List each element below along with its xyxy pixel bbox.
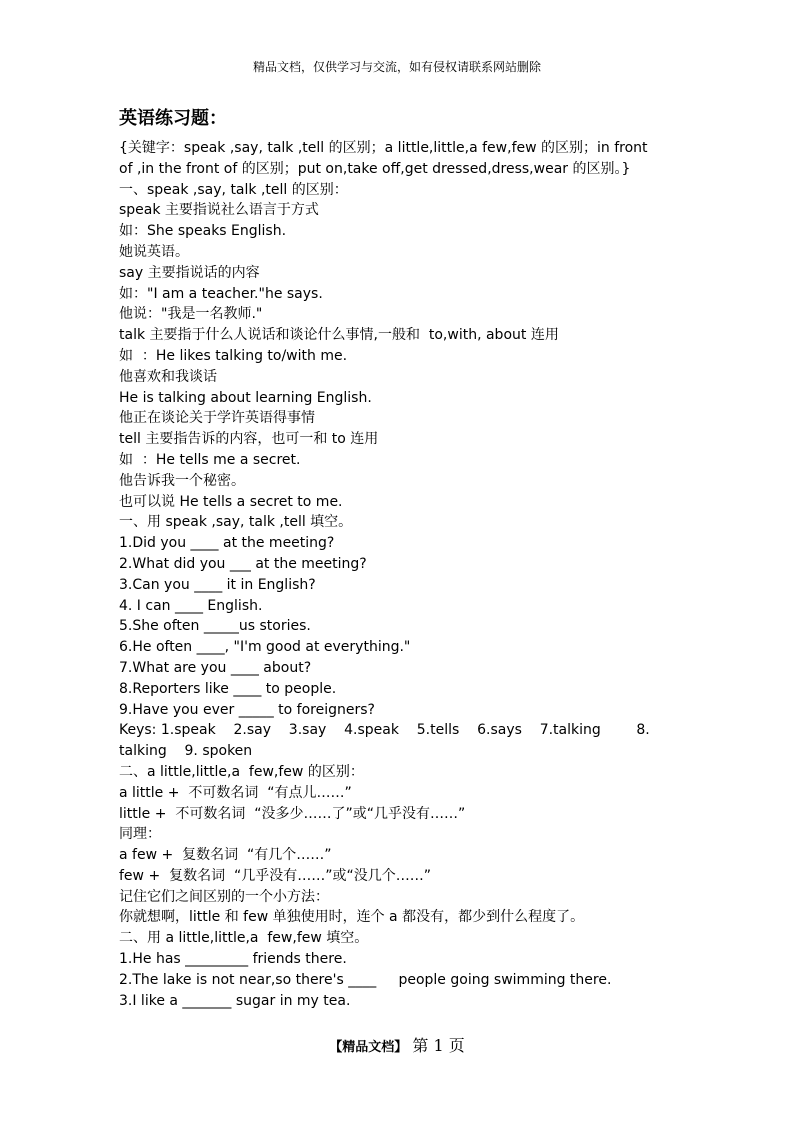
answer-keys: talking 9. spoken	[119, 743, 253, 760]
text-line: 也可以说 He tells a secret to me.	[119, 493, 343, 510]
exercise-item: 8.Reporters like ____ to people.	[119, 680, 337, 697]
text-line: 他告诉我一个秘密。	[119, 472, 245, 489]
text-line: 同理：	[119, 826, 161, 843]
text-line: talk 主要指于什么人说话和谈论什么事情,一般和 to,with, about 连用	[119, 327, 559, 344]
exercise-item: 4. I can ____ English.	[119, 597, 263, 614]
document-body	[119, 138, 649, 1011]
text-line: 如："I am a teacher."he says.	[119, 285, 323, 302]
exercise-item: 1.He has _________ friends there.	[119, 951, 347, 968]
exercise-item: 6.He often ____, "I'm good at everything."	[119, 639, 411, 656]
section-heading: 二、用 a little,little,a few,few 填空。	[119, 930, 369, 947]
page-header: 精品文档，仅供学习与交流，如有侵权请联系网站删除	[252, 60, 541, 74]
footer-tag: 【精品文档】	[329, 1040, 408, 1055]
text-line: few + 复数名词 “几乎没有……”或“没几个……”	[119, 867, 431, 884]
exercise-item: 3.I like a _______ sugar in my tea.	[119, 992, 351, 1009]
text-line: 他正在谈论关于学许英语得事情	[119, 410, 315, 427]
text-line: 他喜欢和我谈话	[119, 368, 217, 385]
exercise-item: 3.Can you ____ it in English?	[119, 576, 316, 593]
page-number: 第 1 页	[412, 1036, 465, 1055]
text-line: 如 ：He likes talking to/with me.	[119, 347, 348, 364]
text-line: 如 ：He tells me a secret.	[119, 451, 301, 468]
text-line: a few + 复数名词 “有几个……”	[119, 847, 332, 864]
text-line: 记住它们之间区别的一个小方法：	[119, 888, 329, 905]
text-line: tell 主要指告诉的内容，也可一和 to 连用	[119, 431, 379, 448]
text-line: a little + 不可数名词 “有点儿……”	[119, 784, 352, 801]
answer-keys: Keys: 1.speak 2.say 3.say 4.speak 5.tells 6.says 7.talking 8.	[119, 722, 650, 739]
text-line: He is talking about learning English.	[119, 389, 372, 406]
text-line: 你就想啊，little 和 few 单独使用时，连个 a 都没有，都少到什么程度了。	[119, 909, 585, 926]
text-line: little + 不可数名词 “没多少……了”或“几乎没有……”	[119, 805, 466, 822]
text-line: 一、speak ,say, talk ,tell 的区别：	[119, 181, 348, 198]
page-footer	[0, 1033, 794, 1056]
exercise-item: 2.The lake is not near,so there's ____ people going swimming there.	[119, 971, 612, 988]
exercise-item: 5.She often _____us stories.	[119, 618, 311, 635]
text-line: say 主要指说话的内容	[119, 264, 260, 281]
text-line: speak 主要指说社么语言于方式	[119, 202, 319, 219]
exercise-item: 2.What did you ___ at the meeting?	[119, 555, 367, 572]
keywords-intro: {关键字：speak ,say, talk ,tell 的区别；a little,little,a few,few 的区别；in front of ,in the front of 的区别；put on,take off,get dressed,dress,wear 的区别。}	[119, 140, 648, 177]
text-line: 如：She speaks English.	[119, 223, 287, 240]
section-heading: 二、a little,little,a few,few 的区别：	[119, 763, 364, 780]
page-title: 英语练习题：	[119, 108, 227, 129]
section-heading: 一、用 speak ,say, talk ,tell 填空。	[119, 514, 353, 531]
text-line: 他说："我是一名教师."	[119, 306, 263, 323]
exercise-item: 7.What are you ____ about?	[119, 659, 312, 676]
exercise-item: 9.Have you ever _____ to foreigners?	[119, 701, 375, 718]
text-line: 她说英语。	[119, 243, 189, 260]
exercise-item: 1.Did you ____ at the meeting?	[119, 535, 335, 552]
